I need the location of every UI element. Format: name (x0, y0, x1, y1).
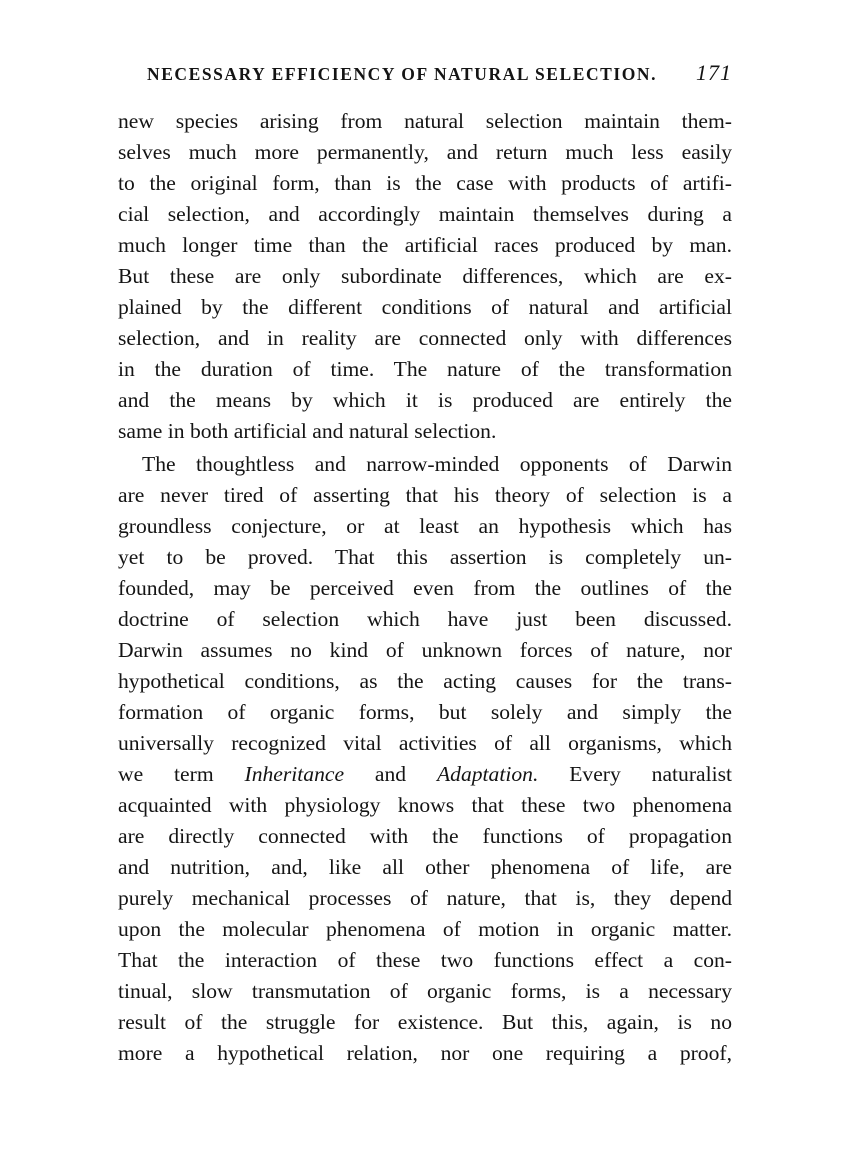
running-title: NECESSARY EFFICIENCY OF NATURAL SELECTION. (147, 64, 657, 84)
text-line: are directly connected with the functions of propagation (118, 824, 732, 848)
text-line: purely mechanical processes of nature, that is, they depend (118, 886, 732, 910)
text-line: and nutrition, and, like all other phenomena of life, are (118, 855, 732, 879)
text-line: in the duration of time. The nature of the transformation (118, 357, 732, 381)
text-line: That the interaction of these two functions effect a con- (118, 948, 732, 972)
italic-term-adaptation: Adaptation. (436, 762, 539, 786)
text-run: and (344, 762, 437, 786)
text-line: groundless conjecture, or at least an hypothesis which has (118, 514, 732, 538)
text-line: cial selection, and accordingly maintain themselves during a (118, 202, 732, 226)
text-line-with-italics (118, 759, 732, 790)
text-line: selves much more permanently, and return much less easily (118, 140, 732, 164)
text-line: Darwin assumes no kind of unknown forces of nature, nor (118, 638, 732, 662)
paragraph-1 (118, 106, 732, 447)
text-line: But these are only subordinate differences, which are ex- (118, 264, 732, 288)
text-run: Every naturalist (538, 762, 732, 786)
text-line: acquainted with physiology knows that these two phenomena (118, 793, 732, 817)
text-line: doctrine of selection which have just been discussed. (118, 607, 732, 631)
body-text (118, 106, 732, 1069)
text-line: founded, may be perceived even from the outlines of the (118, 576, 732, 600)
italic-term-inheritance: Inheritance (244, 762, 345, 786)
text-line: formation of organic forms, but solely and simply the (118, 700, 732, 724)
text-line: much longer time than the artificial races produced by man. (118, 233, 732, 257)
paragraph-2 (118, 449, 732, 1069)
running-head (147, 60, 732, 90)
text-line: more a hypothetical relation, nor one requiring a proof, (118, 1041, 732, 1065)
text-line: The thoughtless and narrow-minded opponents of Darwin (142, 452, 732, 476)
page-number: 171 (696, 60, 732, 85)
text-run: we term (118, 762, 245, 786)
text-line: yet to be proved. That this assertion is completely un- (118, 545, 732, 569)
text-line: selection, and in reality are connected only with differences (118, 326, 732, 350)
text-line: new species arising from natural selection maintain them- (118, 109, 732, 133)
text-line: hypothetical conditions, as the acting causes for the trans- (118, 669, 732, 693)
text-line: plained by the different conditions of natural and artificial (118, 295, 732, 319)
text-line: and the means by which it is produced are entirely the (118, 388, 732, 412)
text-line: tinual, slow transmutation of organic forms, is a necessary (118, 979, 732, 1003)
text-line: are never tired of asserting that his theory of selection is a (118, 483, 732, 507)
text-line: upon the molecular phenomena of motion in organic matter. (118, 917, 732, 941)
text-line: result of the struggle for existence. But this, again, is no (118, 1010, 732, 1034)
text-line: same in both artificial and natural selection. (118, 419, 497, 443)
text-line: universally recognized vital activities of all organisms, which (118, 731, 732, 755)
text-line: to the original form, than is the case with products of artifi- (118, 171, 732, 195)
